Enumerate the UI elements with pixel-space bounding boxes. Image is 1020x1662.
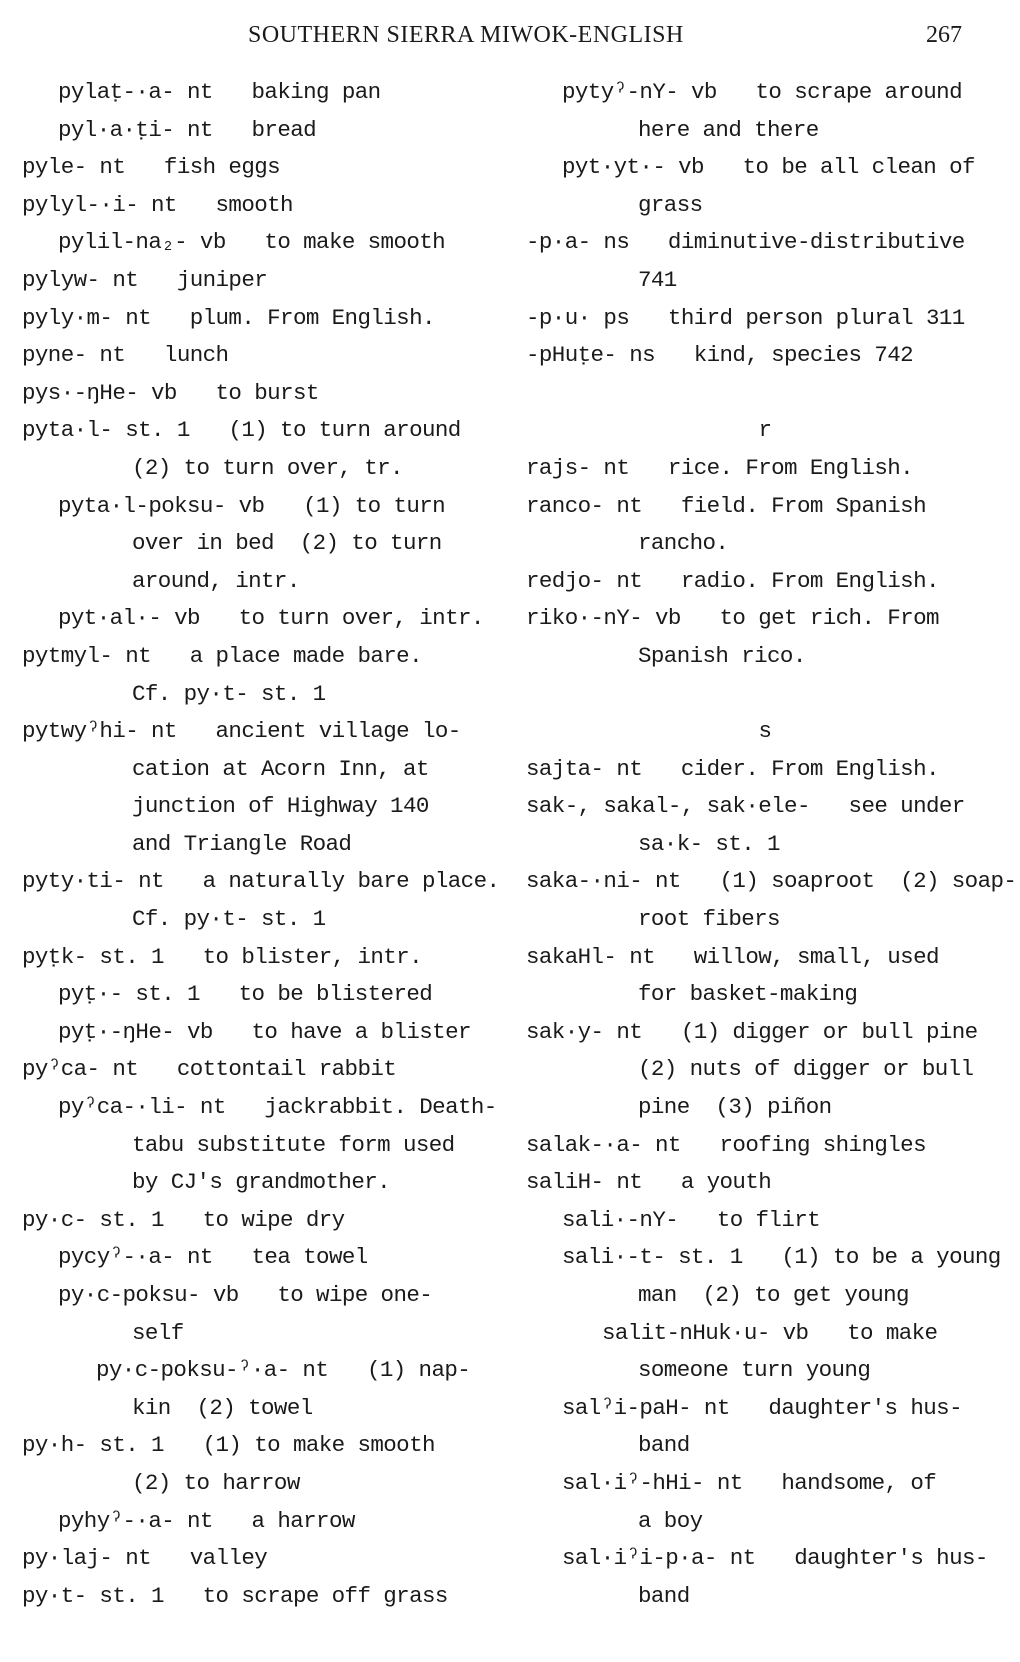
left-column: [22, 74, 502, 1615]
entry-line: here and there: [638, 116, 819, 143]
entry-headword-line: sajta- nt cider. From English.: [526, 755, 939, 782]
entry-line: a boy: [638, 1507, 703, 1534]
entry-line: pyta·l-poksu- vb (1) to turn: [58, 492, 446, 519]
entry-line: for basket-making: [638, 981, 858, 1008]
entry-headword-line: py·t- st. 1 to scrape off grass: [22, 1582, 448, 1609]
entry-line: pyhyˀ-·a- nt a harrow: [58, 1507, 355, 1534]
entry-line: py·c-poksu- vb to wipe one-: [58, 1282, 433, 1308]
blank-line: [526, 375, 1004, 413]
entry-line: kin (2) towel: [132, 1394, 313, 1421]
entry-line: band: [638, 1582, 690, 1609]
entry-headword-line: py·h- st. 1 (1) to make smooth: [22, 1432, 435, 1459]
entry-headword-line: sakaHl- nt willow, small, used: [526, 943, 939, 970]
entry-line: pyˀca-·li- nt jackrabbit. Death-: [58, 1094, 497, 1121]
entry-line: pyṭ·- st. 1 to be blistered: [58, 981, 433, 1008]
entry-headword-line: -p·a- ns diminutive-distributive: [526, 229, 965, 256]
page-header: [0, 20, 1020, 54]
entry-line: cation at Acorn Inn, at: [132, 755, 429, 782]
entry-headword-line: pyty·ti- nt a naturally bare place.: [22, 868, 500, 895]
entry-headword-line: -p·u· ps third person plural 311: [526, 304, 965, 331]
entry-headword-line: pys·-ŋHe- vb to burst: [22, 379, 319, 406]
entry-headword-line: py·laj- nt valley: [22, 1545, 268, 1572]
entry-line: over in bed (2) to turn: [132, 530, 442, 557]
entry-headword-line: pyṭk- st. 1 to blister, intr.: [22, 943, 422, 970]
entry-line: man (2) to get young: [638, 1282, 909, 1308]
entry-line: tabu substitute form used: [132, 1131, 455, 1158]
entry-line: self: [132, 1319, 184, 1346]
entry-line: by CJ's grandmother.: [132, 1169, 391, 1196]
entry-line: grass: [638, 191, 703, 218]
entry-line: pyt·yt·- vb to be all clean of: [562, 154, 975, 181]
entry-headword-line: -pHuṭe- ns kind, species 742: [526, 342, 914, 369]
entry-headword-line: saliH- nt a youth: [526, 1169, 772, 1196]
entry-line: salˀi-paH- nt daughter's hus-: [562, 1394, 962, 1421]
blank-line: [526, 676, 1004, 714]
entry-line: pylaṭ-·a- nt baking pan: [58, 79, 381, 105]
entry-headword-line: py·c- st. 1 to wipe dry: [22, 1206, 345, 1233]
entry-line: root fibers: [638, 906, 780, 933]
entry-headword-line: redjo- nt radio. From English.: [526, 567, 939, 594]
entry-line: Spanish rico.: [638, 642, 806, 669]
entry-line: sal·iˀi-p·a- nt daughter's hus-: [562, 1545, 988, 1572]
entry-line: sa·k- st. 1: [638, 830, 780, 857]
running-title: SOUTHERN SIERRA MIWOK-ENGLISH: [248, 22, 684, 48]
entry-line: band: [638, 1432, 690, 1459]
entry-headword-line: pyle- nt fish eggs: [22, 154, 281, 181]
entry-headword-line: pytwyˀhi- nt ancient village lo-: [22, 718, 461, 745]
entry-line: 741: [638, 266, 677, 293]
entry-line: and Triangle Road: [132, 830, 352, 857]
entry-headword-line: sak·y- nt (1) digger or bull pine: [526, 1018, 978, 1045]
entry-headword-line: pylyl-·i- nt smooth: [22, 191, 293, 218]
entry-line: sali·-t- st. 1 (1) to be a young: [562, 1244, 1001, 1271]
entry-line: py·c-poksu-ˀ·a- nt (1) nap-: [96, 1357, 471, 1384]
entry-headword-line: pytmyl- nt a place made bare.: [22, 642, 422, 669]
right-column: [526, 74, 1017, 1615]
entry-headword-line: pyta·l- st. 1 (1) to turn around: [22, 417, 461, 444]
page-number: 267: [926, 22, 962, 48]
entry-headword-line: saka-·ni- nt (1) soaproot (2) soap-: [526, 868, 1017, 895]
entry-line: (2) to turn over, tr.: [132, 454, 403, 481]
entry-headword-line: pyˀca- nt cottontail rabbit: [22, 1056, 397, 1083]
entry-line: pylil-na₂- vb to make smooth: [58, 229, 446, 256]
entry-headword-line: salak-·a- nt roofing shingles: [526, 1131, 926, 1158]
entry-line: sal·iˀ-hHi- nt handsome, of: [562, 1469, 937, 1496]
entry-line: (2) nuts of digger or bull: [638, 1056, 974, 1083]
entry-line: someone turn young: [638, 1357, 871, 1384]
entry-headword-line: pylyw- nt juniper: [22, 266, 268, 293]
entry-line: pyt·al·- vb to turn over, intr.: [58, 605, 484, 632]
entry-line: sali·-nY- to flirt: [562, 1206, 821, 1233]
entry-headword-line: ranco- nt field. From Spanish: [526, 492, 926, 519]
entry-line: salit-nHuk·u- vb to make: [602, 1319, 938, 1346]
entry-headword-line: pyly·m- nt plum. From English.: [22, 304, 435, 331]
entry-line: pytyˀ-nY- vb to scrape around: [562, 79, 962, 105]
letter-heading: s: [758, 718, 772, 745]
entry-line: junction of Highway 140: [132, 793, 429, 820]
entry-line: around, intr.: [132, 567, 300, 594]
entry-headword-line: riko·-nY- vb to get rich. From: [526, 605, 939, 632]
letter-heading: r: [758, 417, 772, 444]
entry-headword-line: rajs- nt rice. From English.: [526, 454, 914, 481]
entry-headword-line: sak-, sakal-, sak·ele- see under: [526, 793, 965, 820]
entry-line: (2) to harrow: [132, 1469, 300, 1496]
entry-line: pyṭ·-ŋHe- vb to have a blister: [58, 1018, 471, 1045]
entry-line: Cf. py·t- st. 1: [132, 906, 326, 933]
entry-line: rancho.: [638, 530, 729, 557]
entry-line: pycyˀ-·a- nt tea towel: [58, 1244, 368, 1271]
entry-line: pine (3) piñon: [638, 1094, 832, 1121]
entry-line: Cf. py·t- st. 1: [132, 680, 326, 707]
entry-line: pyl·a·ṭi- nt bread: [58, 116, 317, 143]
entry-headword-line: pyne- nt lunch: [22, 342, 229, 369]
